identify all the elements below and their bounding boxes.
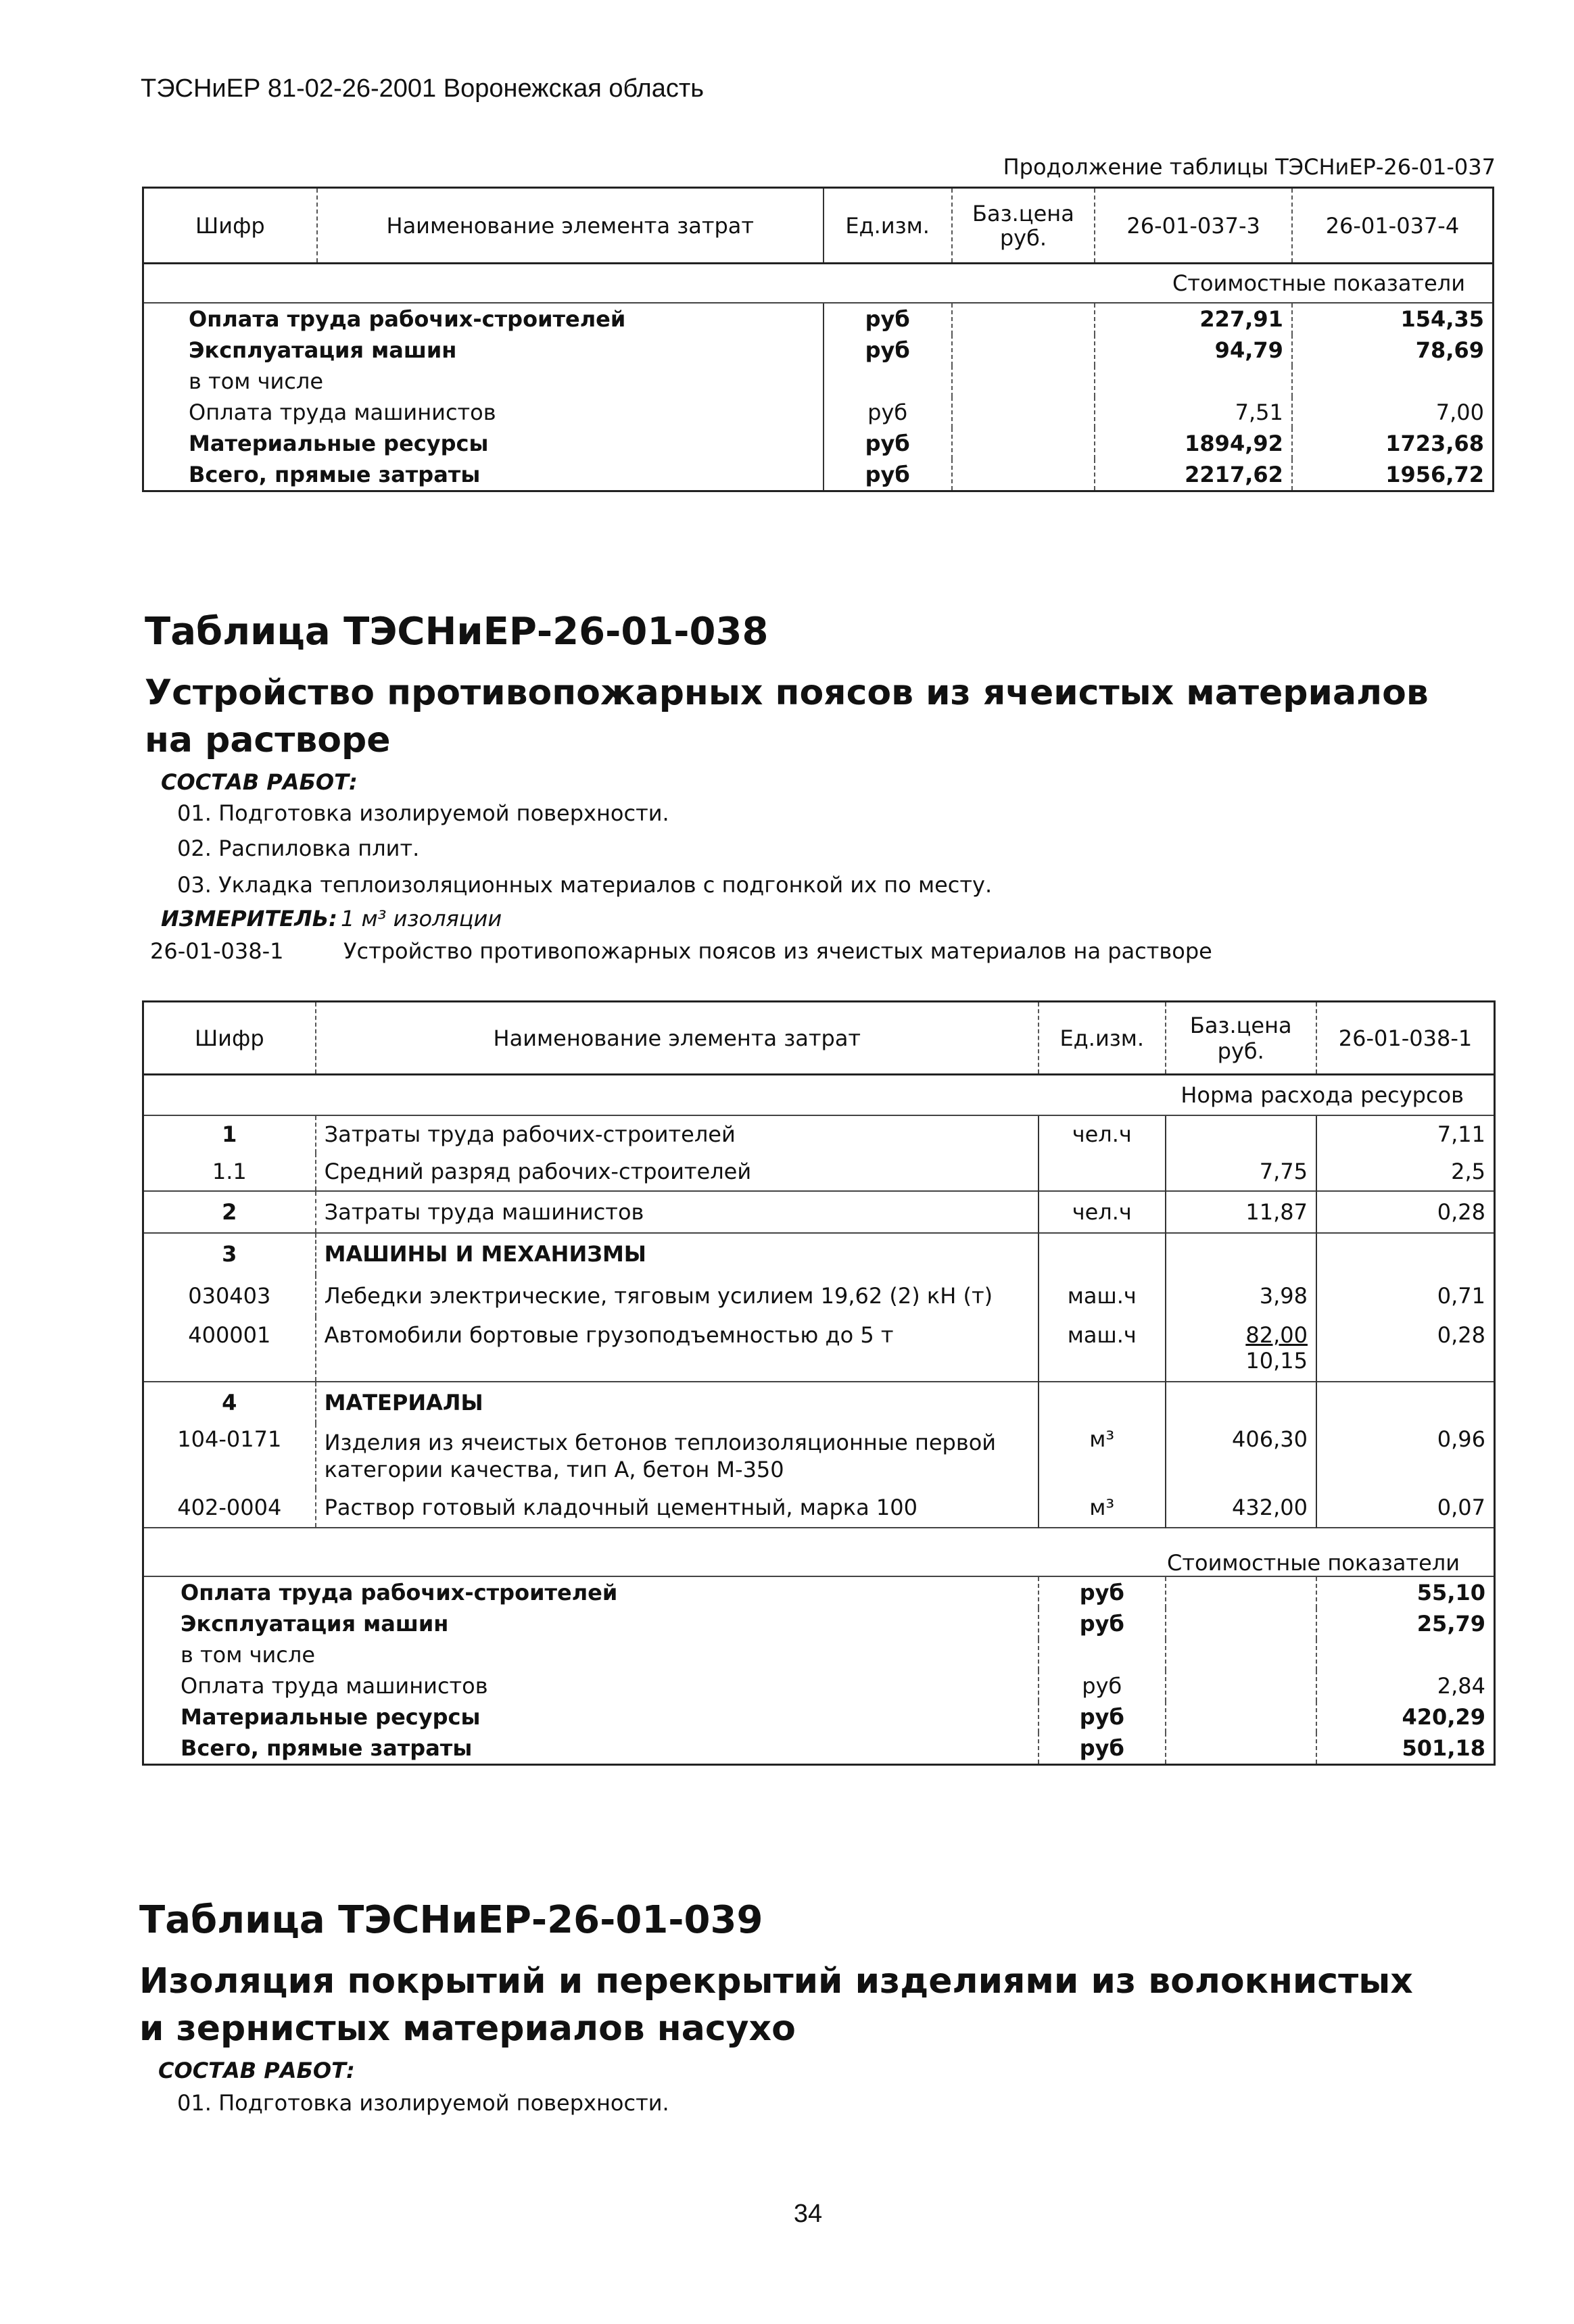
item-code: 26-01-038-1 xyxy=(150,938,284,964)
table-row: Эксплуатация машин руб 94,79 78,69 xyxy=(143,335,1494,366)
measure-line xyxy=(161,906,502,931)
col-a-header: 26-01-037-3 xyxy=(1095,188,1292,264)
material-name-line1: Изделия из ячеистых бетонов теплоизоляционные первой xyxy=(324,1429,997,1455)
running-header: ТЭСНиЕР 81-02-26-2001 Воронежская область xyxy=(141,74,705,103)
table-039-label: Таблица ТЭСНиЕР-26-01-039 xyxy=(139,1898,763,1942)
sostav-label: СОСТАВ РАБОТ: xyxy=(158,2058,355,2083)
table-row: 400001 Автомобили бортовые грузоподъемностью до 5 т маш.ч 82,00 10,15 0,28 xyxy=(143,1317,1495,1382)
col-name-header: Наименование элемента затрат xyxy=(316,1002,1039,1075)
table-row: Оплата труда рабочих-строителей руб 55,10 xyxy=(143,1576,1495,1608)
table-row: Материальные ресурсы руб 420,29 xyxy=(143,1701,1495,1733)
continuation-note: Продолжение таблицы ТЭСНиЕР-26-01-037 xyxy=(1003,154,1496,180)
col-price-header: Баз.цена руб. xyxy=(1166,1002,1316,1075)
col-code-header: Шифр xyxy=(143,1002,316,1075)
measure-label: ИЗМЕРИТЕЛЬ: xyxy=(161,906,337,931)
table-row: Эксплуатация машин руб 25,79 xyxy=(143,1608,1495,1639)
table-row: Оплата труда рабочих-строителей руб 227,91 154,35 xyxy=(143,303,1494,335)
price-machine-use: 82,00 xyxy=(1245,1322,1308,1348)
material-name-line2: категории качества, тип А, бетон М-350 xyxy=(324,1456,784,1482)
table-row: 4 МАТЕРИАЛЫ xyxy=(143,1382,1495,1424)
sostav-label: СОСТАВ РАБОТ: xyxy=(161,769,358,795)
section-norm-header: Норма расхода ресурсов xyxy=(143,1075,1495,1115)
table-039-title: Изоляция покрытий и перекрытий изделиями из волокнистых и зернистых материалов насухо xyxy=(139,1961,1413,2049)
table-row: 1.1 Средний разряд рабочих-строителей 7,75 2,5 xyxy=(143,1153,1495,1191)
price-machinist-wage: 10,15 xyxy=(1245,1347,1308,1374)
table-row: 104-0171 Изделия из ячеистых бетонов теплоизоляционные первой категории качества, тип А, бетон М-350 м³ 406,30 0,96 xyxy=(143,1424,1495,1488)
table-row: 3 МАШИНЫ И МЕХАНИЗМЫ xyxy=(143,1233,1495,1275)
col-code-header: Шифр xyxy=(143,188,317,264)
col-name-header: Наименование элемента затрат xyxy=(317,188,824,264)
table-row: Оплата труда машинистов руб 7,51 7,00 xyxy=(143,397,1494,428)
table-row: Всего, прямые затраты руб 2217,62 1956,72 xyxy=(143,459,1494,491)
work-item: 01. Подготовка изолируемой поверхности. xyxy=(177,2090,669,2116)
table-row: 2 Затраты труда машинистов чел.ч 11,87 0,28 xyxy=(143,1191,1495,1233)
work-item: 02. Распиловка плит. xyxy=(177,836,420,861)
table-038-label: Таблица ТЭСНиЕР-26-01-038 xyxy=(145,610,769,654)
work-item: 03. Укладка теплоизоляционных материалов с подгонкой их по месту. xyxy=(177,872,993,898)
item-description: Устройство противопожарных поясов из ячеистых материалов на растворе xyxy=(343,938,1212,964)
table-row: 402-0004 Раствор готовый кладочный цементный, марка 100 м³ 432,00 0,07 xyxy=(143,1488,1495,1528)
table-row: 030403 Лебедки электрические, тяговым усилием 19,62 (2) кН (т) маш.ч 3,98 0,71 xyxy=(143,1275,1495,1317)
col-unit-header: Ед.изм. xyxy=(1039,1002,1166,1075)
table-row: в том числе xyxy=(143,1639,1495,1670)
table-038 xyxy=(142,1000,1496,1766)
col-b-header: 26-01-037-4 xyxy=(1292,188,1494,264)
table-row: Материальные ресурсы руб 1894,92 1723,68 xyxy=(143,428,1494,459)
col-price-header: Баз.цена руб. xyxy=(952,188,1095,264)
work-item: 01. Подготовка изолируемой поверхности. xyxy=(177,800,669,826)
table-row: Оплата труда машинистов руб 2,84 xyxy=(143,1670,1495,1701)
table-row: 1 Затраты труда рабочих-строителей чел.ч 7,11 xyxy=(143,1115,1495,1153)
col-a-header: 26-01-038-1 xyxy=(1316,1002,1495,1075)
table-038-title: Устройство противопожарных поясов из ячеистых материалов на растворе xyxy=(145,673,1429,760)
table-row: в том числе xyxy=(143,366,1494,397)
page-number: 34 xyxy=(793,2200,823,2228)
col-unit-header: Ед.изм. xyxy=(824,188,952,264)
section-cost-header: Стоимостные показатели xyxy=(143,264,1494,303)
measure-value: 1 м³ изоляции xyxy=(341,906,502,931)
table-row: Всего, прямые затраты руб 501,18 xyxy=(143,1733,1495,1765)
section-cost-header: Стоимостные показатели xyxy=(143,1528,1495,1576)
table-037-continuation xyxy=(142,187,1494,492)
